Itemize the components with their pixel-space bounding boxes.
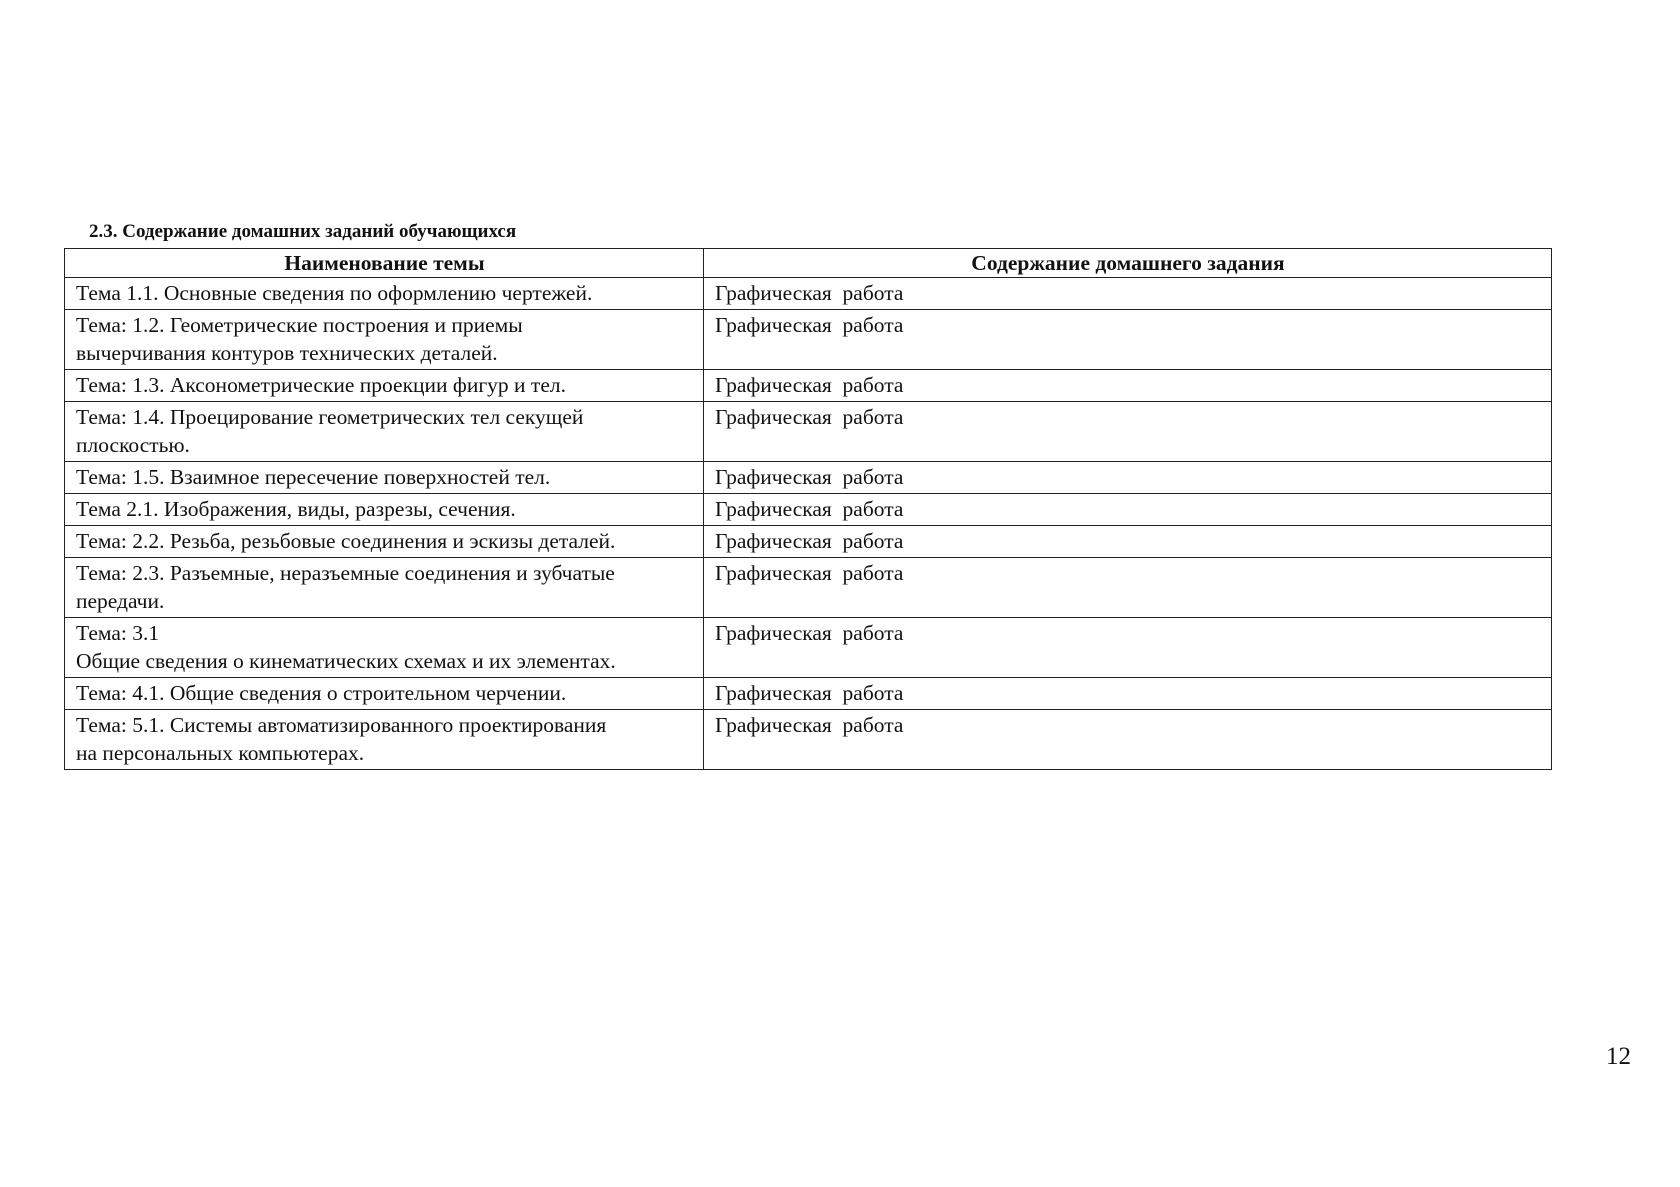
- header-topic-name: Наименование темы: [65, 249, 704, 278]
- task-cell: Графическая работа: [704, 310, 1552, 370]
- task-cell: Графическая работа: [704, 526, 1552, 558]
- topic-cell: Тема 2.1. Изображения, виды, разрезы, сечения.: [65, 494, 704, 526]
- table-row: [65, 278, 1552, 310]
- task-cell: Графическая работа: [704, 370, 1552, 402]
- table-row: [65, 370, 1552, 402]
- table-row: [65, 678, 1552, 710]
- task-cell: Графическая работа: [704, 618, 1552, 678]
- task-cell: Графическая работа: [704, 278, 1552, 310]
- topic-cell: Тема: 2.2. Резьба, резьбовые соединения и эскизы деталей.: [65, 526, 704, 558]
- topic-cell: Тема: 2.3. Разъемные, неразъемные соединения и зубчатые передачи.: [65, 558, 704, 618]
- homework-table: [64, 248, 1552, 770]
- section-title: 2.3. Содержание домашних заданий обучающихся: [89, 221, 517, 242]
- task-cell: Графическая работа: [704, 710, 1552, 770]
- topic-cell: Тема: 1.4. Проецирование геометрических тел секущей плоскостью.: [65, 402, 704, 462]
- task-cell: Графическая работа: [704, 462, 1552, 494]
- task-cell: Графическая работа: [704, 402, 1552, 462]
- table-row: [65, 494, 1552, 526]
- table-row: [65, 462, 1552, 494]
- topic-cell: Тема: 1.5. Взаимное пересечение поверхностей тел.: [65, 462, 704, 494]
- topic-cell: Тема: 3.1 Общие сведения о кинематических схемах и их элементах.: [65, 618, 704, 678]
- topic-cell: Тема 1.1. Основные сведения по оформлению чертежей.: [65, 278, 704, 310]
- topic-cell: Тема: 1.2. Геометрические построения и приемы вычерчивания контуров технических деталей.: [65, 310, 704, 370]
- table-row: [65, 618, 1552, 678]
- table-row: [65, 310, 1552, 370]
- table-row: [65, 526, 1552, 558]
- task-cell: Графическая работа: [704, 494, 1552, 526]
- table-row: [65, 402, 1552, 462]
- topic-cell: Тема: 5.1. Системы автоматизированного проектирования на персональных компьютерах.: [65, 710, 704, 770]
- table-row: [65, 558, 1552, 618]
- topic-cell: Тема: 4.1. Общие сведения о строительном черчении.: [65, 678, 704, 710]
- table-header-row: [65, 249, 1552, 278]
- task-cell: Графическая работа: [704, 558, 1552, 618]
- task-cell: Графическая работа: [704, 678, 1552, 710]
- header-task-content: Содержание домашнего задания: [704, 249, 1552, 278]
- table-row: [65, 710, 1552, 770]
- table-body: [65, 278, 1552, 770]
- page-number: 12: [1606, 1043, 1631, 1070]
- topic-cell: Тема: 1.3. Аксонометрические проекции фигур и тел.: [65, 370, 704, 402]
